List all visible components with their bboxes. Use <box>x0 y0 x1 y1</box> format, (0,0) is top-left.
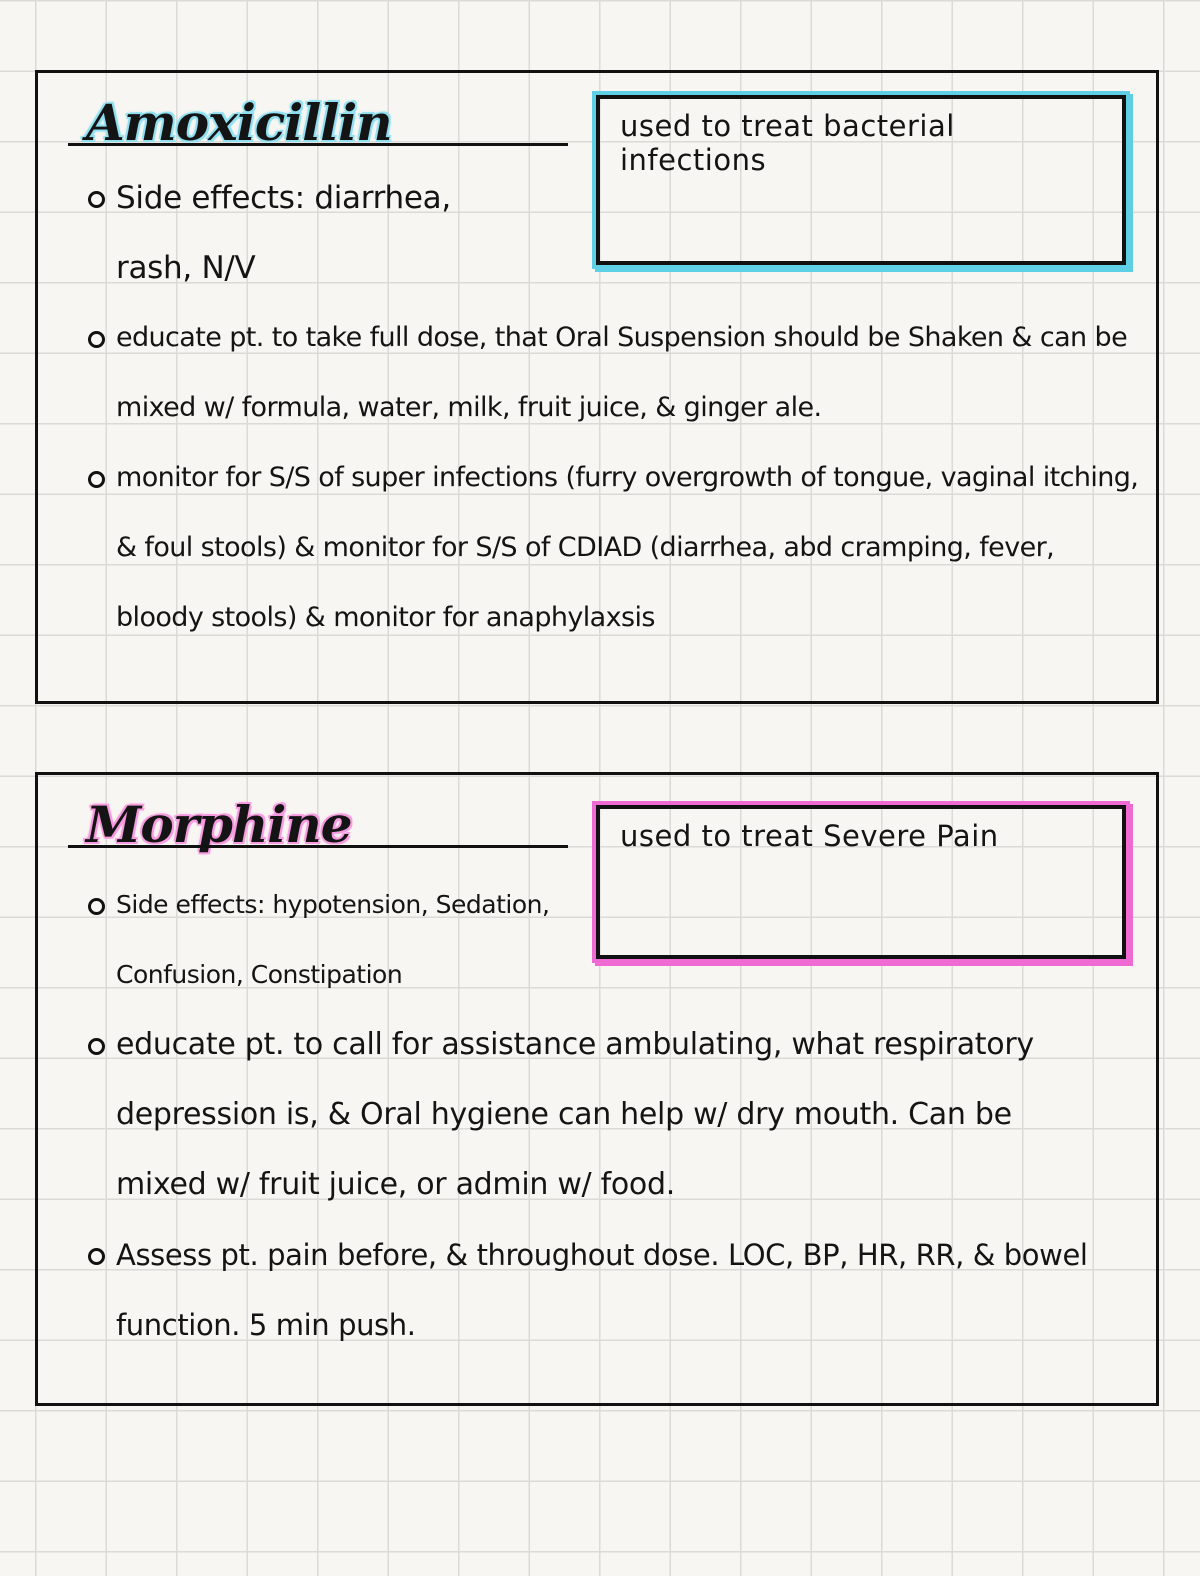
bullet-list <box>88 870 1146 1360</box>
title-underline <box>68 143 568 146</box>
drug-title: Amoxicillin <box>86 93 392 152</box>
bullet-side-effects: Side effects: hypotension, Sedation, Confusion, Constipation <box>88 870 586 1010</box>
drug-title: Morphine <box>86 795 352 854</box>
drug-use-text: used to treat bacterial infections <box>620 109 955 177</box>
drug-card-amoxicillin <box>35 70 1159 704</box>
drug-card-morphine <box>35 772 1159 1406</box>
bullet-assessment: Assess pt. pain before, & throughout dose. LOC, BP, HR, RR, & bowel function. 5 min push. <box>88 1220 1146 1360</box>
bullet-education: educate pt. to call for assistance ambulating, what respiratory depression is, & Oral hygiene can help w/ dry mouth. Can be mixed w/ fruit juice, or admin w/ food. <box>88 1010 1066 1220</box>
drug-use-text: used to treat Severe Pain <box>620 819 999 853</box>
bullet-education: educate pt. to take full dose, that Oral Suspension should be Shaken & can be mixed w/ formula, water, milk, fruit juice, & ginger ale. <box>88 303 1146 443</box>
bullet-monitoring: monitor for S/S of super infections (furry overgrowth of tongue, vaginal itching, & foul stools) & monitor for S/S of CDIAD (diarrhea, abd cramping, fever, bloody stools) & monitor for anaphylaxsis <box>88 443 1146 653</box>
bullet-side-effects: Side effects: diarrhea, rash, N/V <box>88 163 536 303</box>
bullet-list <box>88 163 1146 653</box>
title-underline <box>68 845 568 848</box>
